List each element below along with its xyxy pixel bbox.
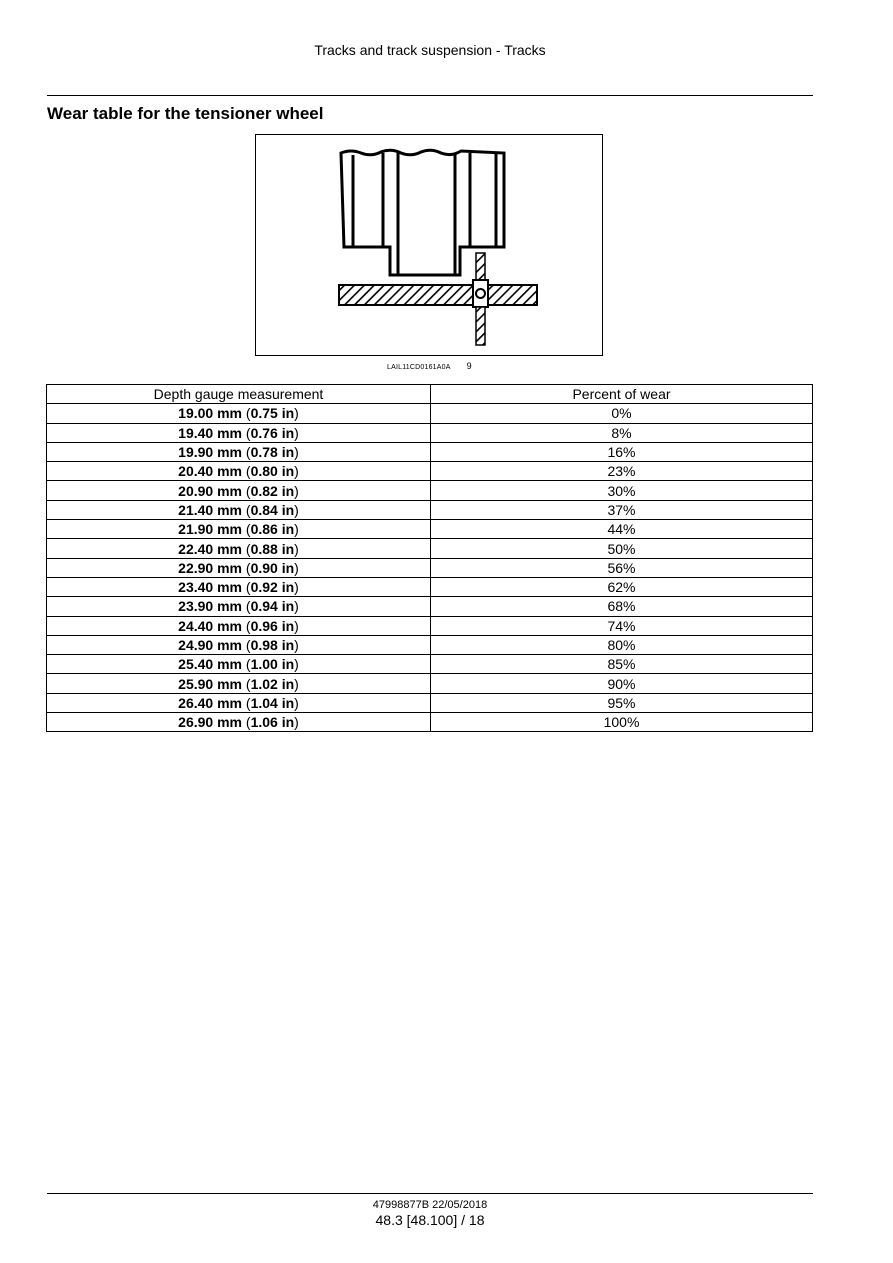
depth-cell: 19.40 mm (0.76 in)	[47, 423, 431, 442]
depth-cell: 20.40 mm (0.80 in)	[47, 462, 431, 481]
wear-cell: 50%	[431, 539, 813, 558]
wear-cell: 37%	[431, 500, 813, 519]
page-header-title: Tracks and track suspension - Tracks	[314, 42, 546, 58]
wear-cell: 74%	[431, 616, 813, 635]
table-row	[47, 577, 813, 596]
table-row	[47, 635, 813, 654]
table-row	[47, 404, 813, 423]
depth-cell: 21.90 mm (0.86 in)	[47, 520, 431, 539]
wear-cell: 16%	[431, 442, 813, 461]
wear-cell: 90%	[431, 674, 813, 693]
wear-cell: 44%	[431, 520, 813, 539]
depth-cell: 19.90 mm (0.78 in)	[47, 442, 431, 461]
table-header-row	[47, 385, 813, 404]
depth-gauge-illustration	[256, 135, 604, 357]
footer-divider	[47, 1193, 813, 1194]
footer-page-number: 48.3 [48.100] / 18	[375, 1212, 485, 1228]
figure-number: 9	[466, 361, 472, 371]
depth-cell: 25.40 mm (1.00 in)	[47, 655, 431, 674]
table-row	[47, 539, 813, 558]
table-row	[47, 500, 813, 519]
table-row	[47, 693, 813, 712]
wear-cell: 85%	[431, 655, 813, 674]
depth-cell: 20.90 mm (0.82 in)	[47, 481, 431, 500]
depth-cell: 21.40 mm (0.84 in)	[47, 500, 431, 519]
column-header-depth: Depth gauge measurement	[47, 385, 431, 404]
footer-document-code: 47998877B 22/05/2018	[372, 1199, 488, 1211]
figure-code: LAIL11CD0161A0A	[387, 364, 451, 371]
section-title: Wear table for the tensioner wheel	[47, 104, 324, 123]
wear-cell: 23%	[431, 462, 813, 481]
depth-cell: 25.90 mm (1.02 in)	[47, 674, 431, 693]
wear-table	[46, 384, 813, 732]
table-row	[47, 481, 813, 500]
column-header-wear: Percent of wear	[431, 385, 813, 404]
depth-cell: 22.90 mm (0.90 in)	[47, 558, 431, 577]
depth-cell: 22.40 mm (0.88 in)	[47, 539, 431, 558]
depth-cell: 19.00 mm (0.75 in)	[47, 404, 431, 423]
wear-cell: 100%	[431, 713, 813, 732]
depth-cell: 26.90 mm (1.06 in)	[47, 713, 431, 732]
wear-cell: 56%	[431, 558, 813, 577]
table-row	[47, 423, 813, 442]
table-row	[47, 655, 813, 674]
wear-cell: 62%	[431, 577, 813, 596]
depth-cell: 24.90 mm (0.98 in)	[47, 635, 431, 654]
table-row	[47, 520, 813, 539]
wear-cell: 30%	[431, 481, 813, 500]
table-row	[47, 442, 813, 461]
depth-cell: 26.40 mm (1.04 in)	[47, 693, 431, 712]
depth-cell: 24.40 mm (0.96 in)	[47, 616, 431, 635]
table-row	[47, 674, 813, 693]
figure-caption	[387, 361, 472, 371]
table-row	[47, 462, 813, 481]
table-row	[47, 713, 813, 732]
wear-cell: 68%	[431, 597, 813, 616]
header-divider	[47, 95, 813, 96]
wear-cell: 80%	[431, 635, 813, 654]
table-row	[47, 597, 813, 616]
wear-cell: 8%	[431, 423, 813, 442]
tensioner-wheel-figure	[255, 134, 603, 356]
table-row	[47, 616, 813, 635]
wear-cell: 0%	[431, 404, 813, 423]
depth-cell: 23.90 mm (0.94 in)	[47, 597, 431, 616]
depth-cell: 23.40 mm (0.92 in)	[47, 577, 431, 596]
table-row	[47, 558, 813, 577]
wear-cell: 95%	[431, 693, 813, 712]
